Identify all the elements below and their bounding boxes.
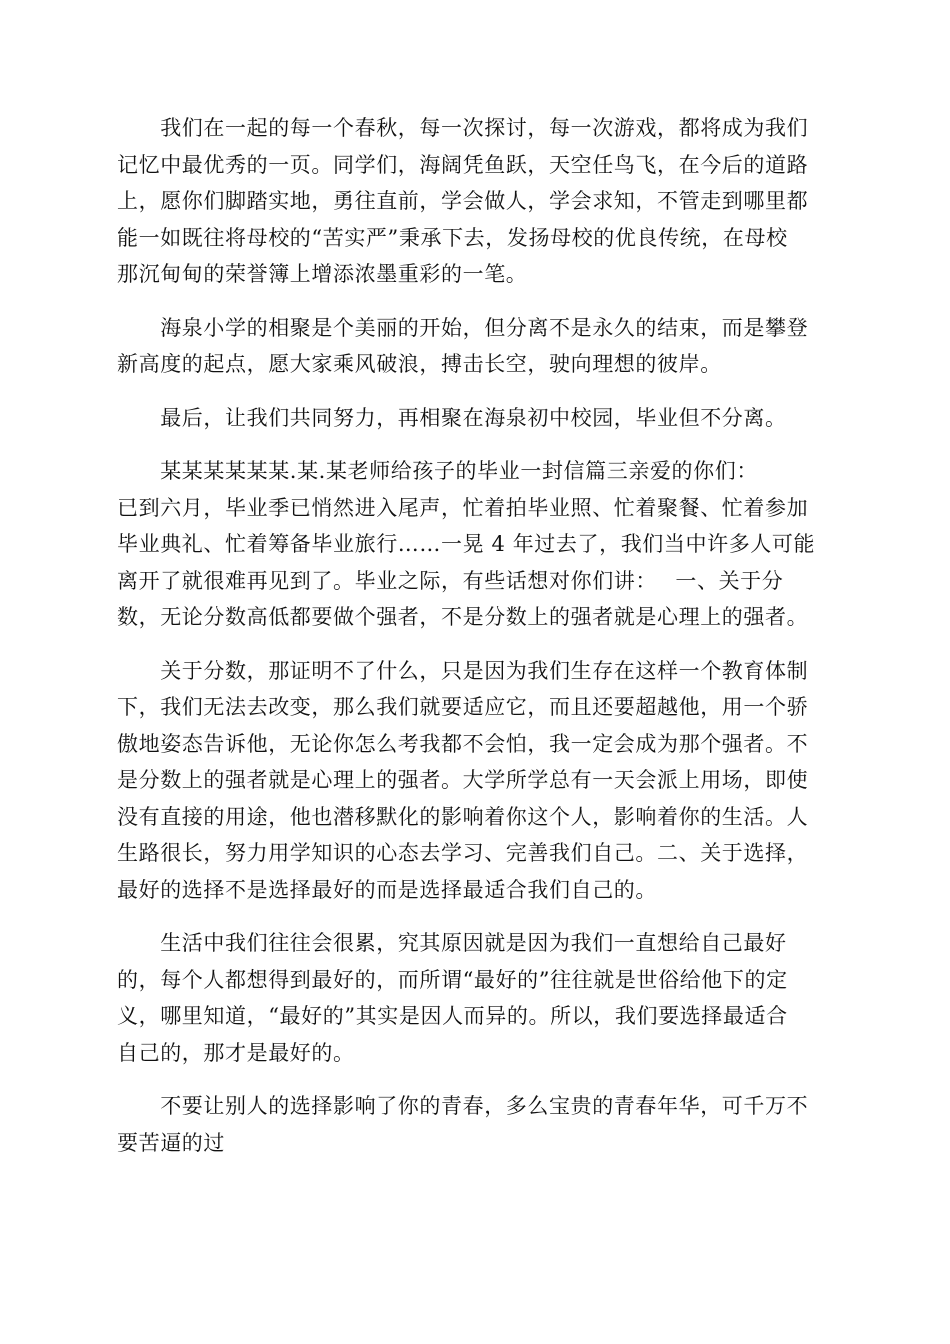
text-line: 上，愿你们脚踏实地，勇往直前，学会做人，学会求知，不管走到哪里都	[117, 189, 809, 213]
text-line: 生活中我们往往会很累，究其原因就是因为我们一直想给自己最好	[117, 931, 787, 955]
text-line: 我们在一起的每一个春秋，每一次探讨，每一次游戏，都将成为我们	[117, 116, 809, 140]
paragraph	[117, 400, 833, 437]
text-line: 已到六月，毕业季已悄然进入尾声，忙着拍毕业照、忙着聚餐、忙着参加	[117, 495, 809, 520]
paragraph	[117, 1088, 833, 1161]
text-line: 的，每个人都想得到最好的，而所谓“最好的”往往就是世俗给他下的定	[117, 967, 788, 992]
text-line: 记忆中最优秀的一页。同学们，海阔凭鱼跃，天空任鸟飞，在今后的道路	[117, 152, 809, 177]
text-line: 义，哪里知道，“最好的”其实是因人而异的。所以，我们要选择最适合	[117, 1004, 788, 1028]
text-line: 新高度的起点，愿大家乘风破浪，搏击长空，驶向理想的彼岸。	[117, 352, 722, 376]
text-line: 那沉甸甸的荣誉簿上增添浓墨重彩的一笔。	[117, 262, 528, 286]
paragraph	[117, 110, 833, 293]
text-line: 傲地姿态告诉他，无论你怎么考我都不会怕，我一定会成为那个强者。不	[117, 731, 809, 756]
paragraph	[117, 453, 833, 636]
text-line: 最好的选择不是选择最好的而是选择最适合我们自己的。	[117, 877, 657, 902]
text-line: 是分数上的强者就是心理上的强者。大学所学总有一天会派上用场，即使	[117, 768, 809, 792]
text-line: 毕业典礼、忙着筹备毕业旅行……一晃 4 年过去了，我们当中许多人可能	[117, 532, 816, 556]
text-line: 下，我们无法去改变，那么我们就要适应它，而且还要超越他，用一个骄	[117, 695, 809, 719]
text-line: 某某某某某某.某.某老师给孩子的毕业一封信篇三亲爱的你们：	[117, 459, 758, 483]
paragraph	[117, 925, 833, 1071]
paragraph	[117, 310, 833, 383]
text-line: 没有直接的用途，他也潜移默化的影响着你这个人，影响着你的生活。人	[117, 804, 809, 829]
text-line: 离开了就很难再见到了。毕业之际，有些话想对你们讲： 一、关于分	[117, 568, 784, 593]
text-line: 能一如既往将母校的“苦实严”秉承下去，发扬母校的优良传统，在母校	[117, 225, 788, 250]
text-line: 数，无论分数高低都要做个强者，不是分数上的强者就是心理上的强者。	[117, 605, 809, 629]
text-line: 自己的，那才是最好的。	[117, 1040, 355, 1065]
paragraph	[117, 653, 833, 909]
text-line: 不要让别人的选择影响了你的青春，多么宝贵的青春年华，可千万不	[117, 1094, 809, 1118]
text-line: 生路很长，努力用学知识的心态去学习、完善我们自己。二、关于选择，	[117, 841, 809, 865]
text-line: 最后，让我们共同努力，再相聚在海泉初中校园，毕业但不分离。	[117, 405, 787, 430]
text-line: 要苦逼的过	[117, 1130, 225, 1155]
text-line: 关于分数，那证明不了什么，只是因为我们生存在这样一个教育体制	[117, 658, 809, 683]
text-line: 海泉小学的相聚是个美丽的开始，但分离不是永久的结束，而是攀登	[117, 315, 809, 340]
document-body	[117, 110, 833, 1178]
